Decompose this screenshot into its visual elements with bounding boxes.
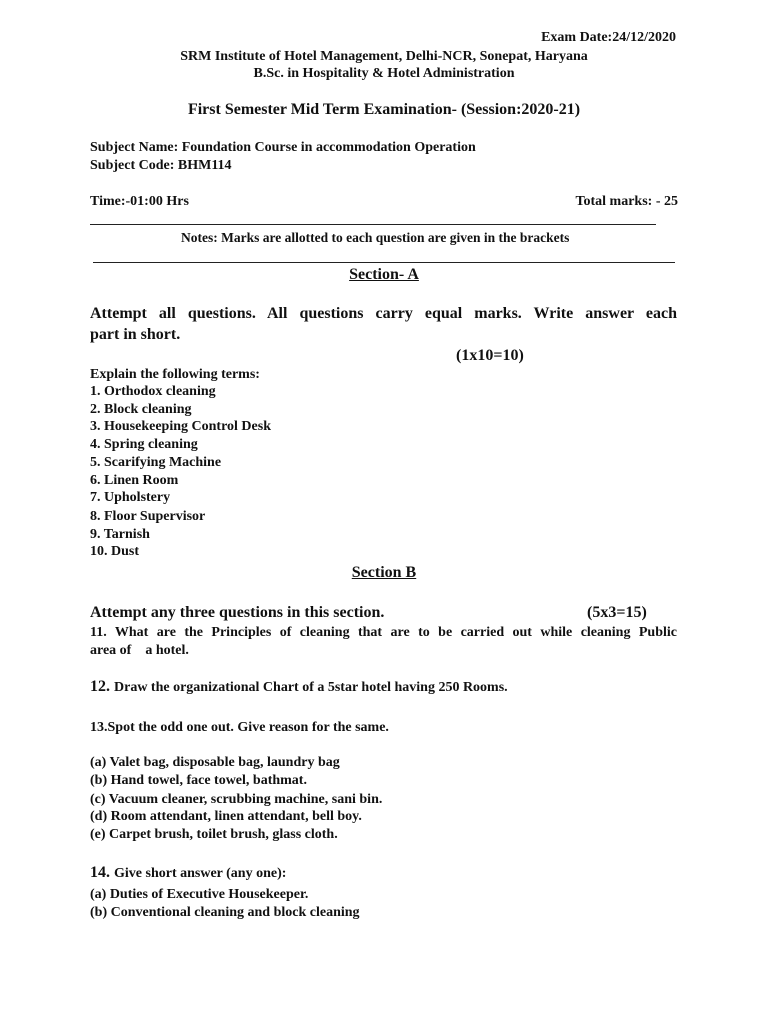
term-item: 6. Linen Room: [90, 473, 179, 488]
exam-date: Exam Date:24/12/2020: [541, 30, 676, 45]
question-14-number: 14.: [90, 864, 110, 881]
term-item: 10. Dust: [90, 544, 140, 559]
section-a-heading: Section- A: [349, 266, 419, 283]
term-item: 7. Upholstery: [90, 490, 171, 505]
term-item: 5. Scarifying Machine: [90, 455, 222, 470]
section-a-instruction: Attempt all questions. All questions carry equal marks. Write answer each: [90, 305, 677, 322]
option-item: (d) Room attendant, linen attendant, bell boy.: [90, 809, 362, 824]
section-a-marks: (1x10=10): [456, 347, 524, 364]
divider-line: [93, 262, 675, 263]
option-item: (c) Vacuum cleaner, scrubbing machine, sani bin.: [90, 792, 383, 807]
question-12-number: 12.: [90, 678, 110, 695]
option-item: (b) Hand towel, face towel, bathmat.: [90, 773, 307, 788]
term-item: 1. Orthodox cleaning: [90, 384, 216, 399]
option-item: (b) Conventional cleaning and block cleaning: [90, 905, 360, 920]
question-14: [90, 864, 286, 882]
section-b-marks: (5x3=15): [587, 604, 647, 621]
term-item: 9. Tarnish: [90, 527, 150, 542]
question-11-cont: area of a hotel.: [90, 643, 189, 658]
question-12: [90, 678, 508, 696]
section-a-intro: Explain the following terms:: [90, 367, 260, 382]
subject-code: Subject Code: BHM114: [90, 158, 232, 173]
option-item: (e) Carpet brush, toilet brush, glass cloth.: [90, 827, 338, 842]
section-b-heading: Section B: [351, 564, 417, 581]
divider-line: [90, 224, 656, 225]
question-13: 13.Spot the odd one out. Give reason for the same.: [90, 720, 389, 735]
subject-name: Subject Name: Foundation Course in accommodation Operation: [90, 140, 476, 155]
exam-title: First Semester Mid Term Examination- (Session:2020-21): [187, 101, 581, 118]
question-14-text: Give short answer (any one):: [114, 866, 287, 881]
term-item: 3. Housekeeping Control Desk: [90, 419, 271, 434]
total-marks: Total marks: - 25: [575, 194, 678, 209]
section-a-instruction-cont: part in short.: [90, 326, 181, 343]
question-12-text: Draw the organizational Chart of a 5star hotel having 250 Rooms.: [114, 680, 508, 695]
question-11: 11. What are the Principles of cleaning that are to be carried out while cleaning Public: [90, 625, 677, 640]
programme-name: B.Sc. in Hospitality & Hotel Administration: [253, 66, 515, 81]
term-item: 4. Spring cleaning: [90, 437, 198, 452]
notes-text: Notes: Marks are allotted to each question are given in the brackets: [181, 230, 570, 245]
term-item: 8. Floor Supervisor: [90, 509, 206, 524]
term-item: 2. Block cleaning: [90, 402, 192, 417]
option-item: (a) Valet bag, disposable bag, laundry bag: [90, 755, 340, 770]
option-item: (a) Duties of Executive Housekeeper.: [90, 887, 309, 902]
institute-name: SRM Institute of Hotel Management, Delhi-NCR, Sonepat, Haryana: [180, 49, 588, 64]
section-b-instruction: Attempt any three questions in this section.: [90, 604, 385, 621]
exam-time: Time:-01:00 Hrs: [90, 194, 189, 209]
